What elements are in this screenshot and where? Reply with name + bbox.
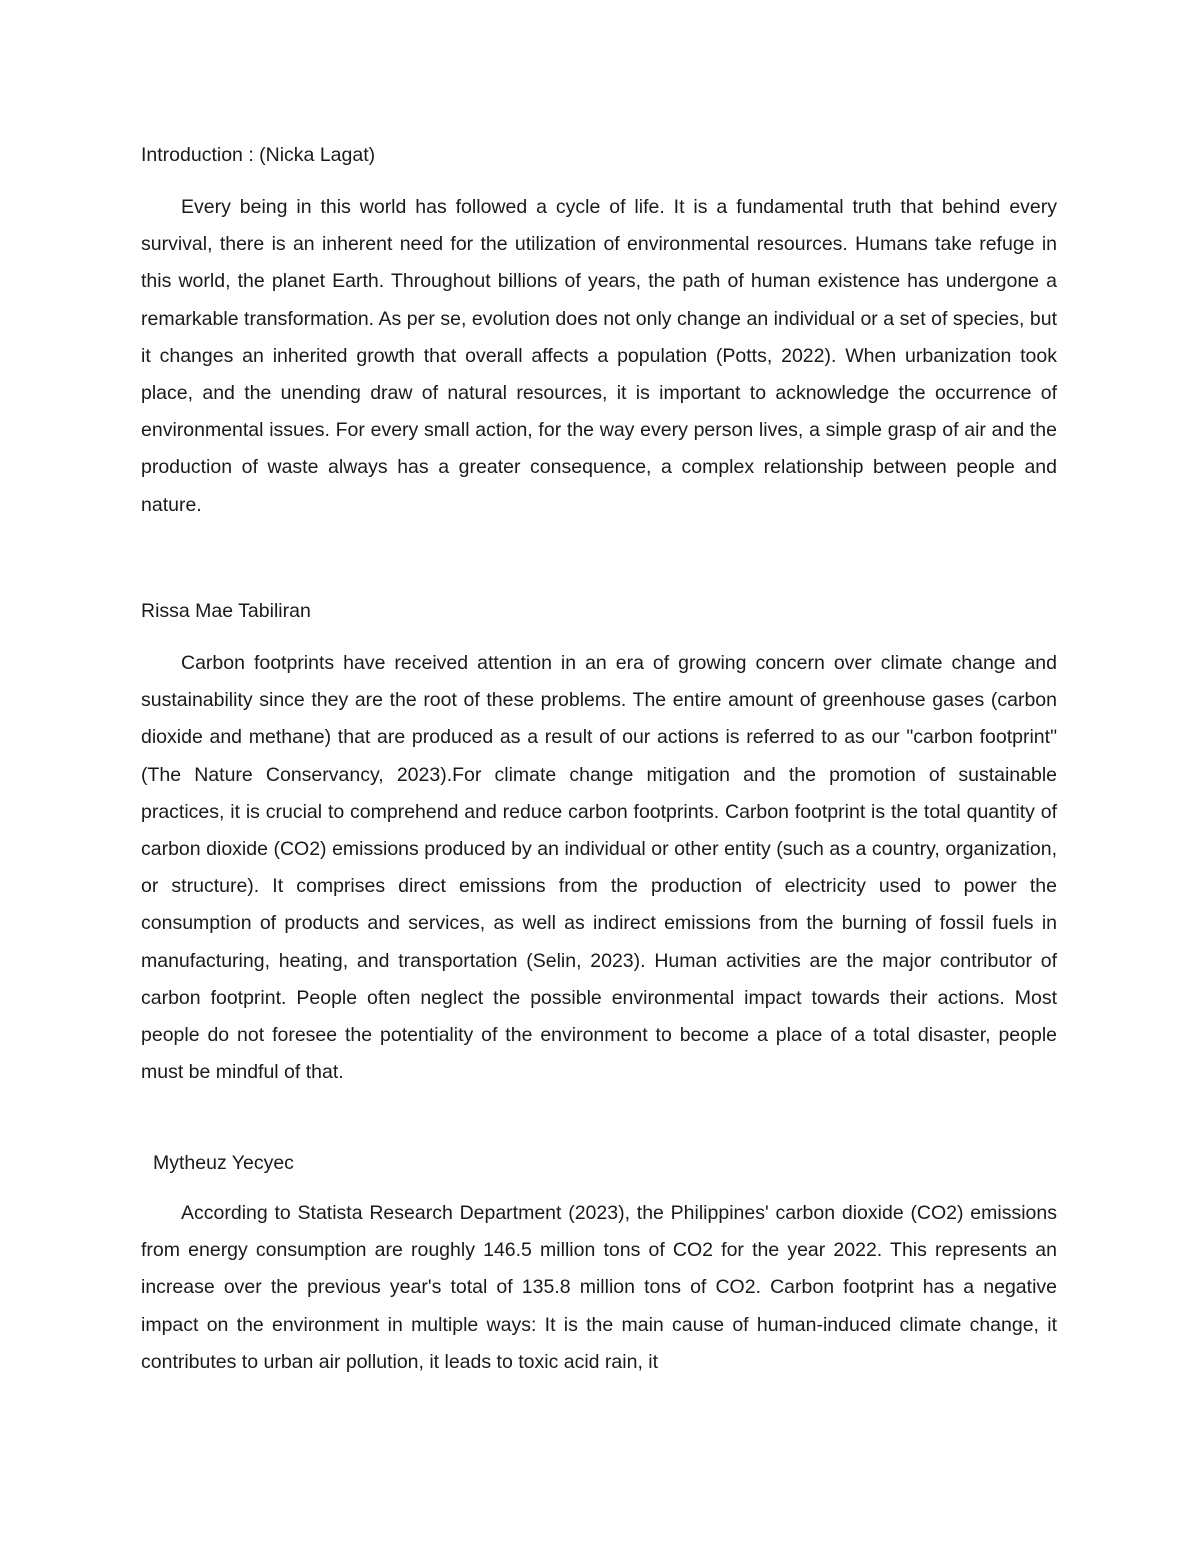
section-heading-mytheuz: Mytheuz Yecyec	[153, 1152, 294, 1174]
section-heading-rissa: Rissa Mae Tabiliran	[141, 600, 311, 622]
section-paragraph-rissa: Carbon footprints have received attention in an era of growing concern over climate change and sustainability since they are the root of these problems. The entire amount of greenhouse gases (carbon dioxide and methane) that are produced as a result of our actions is referred to as our "carbon footprint" (The Nature Conservancy, 2023).For climate change mitigation and the promotion of sustainable practices, it is crucial to comprehend and reduce carbon footprints. Carbon footprint is the total quantity of carbon dioxide (CO2) emissions produced by an individual or other entity (such as a country, organization, or structure). It comprises direct emissions from the production of electricity used to power the consumption of products and services, as well as indirect emissions from the burning of fossil fuels in manufacturing, heating, and transportation (Selin, 2023). Human activities are the major contributor of carbon footprint. People often neglect the possible environmental impact towards their actions. Most people do not foresee the potentiality of the environment to become a place of a total disaster, people must be mindful of that.	[141, 652, 1057, 1084]
section-paragraph-introduction: Every being in this world has followed a cycle of life. It is a fundamental truth that behind every survival, there is an inherent need for the utilization of environmental resources. Humans take refuge in this world, the planet Earth. Throughout billions of years, the path of human existence has undergone a remarkable transformation. As per se, evolution does not only change an individual or a set of species, but it changes an inherited growth that overall affects a population (Potts, 2022). When urbanization took place, and the unending draw of natural resources, it is important to acknowledge the occurrence of environmental issues. For every small action, for the way every person lives, a simple grasp of air and the production of waste always has a greater consequence, a complex relationship between people and nature.	[141, 196, 1057, 516]
section-heading-introduction: Introduction : (Nicka Lagat)	[141, 144, 376, 166]
section-paragraph-mytheuz: According to Statista Research Department (2023), the Philippines' carbon dioxide (CO2) emissions from energy consumption are roughly 146.5 million tons of CO2 for the year 2022. This represents an increase over the previous year's total of 135.8 million tons of CO2. Carbon footprint has a negative impact on the environment in multiple ways: It is the main cause of human-induced climate change, it contributes to urban air pollution, it leads to toxic acid rain, it	[141, 1202, 1057, 1373]
